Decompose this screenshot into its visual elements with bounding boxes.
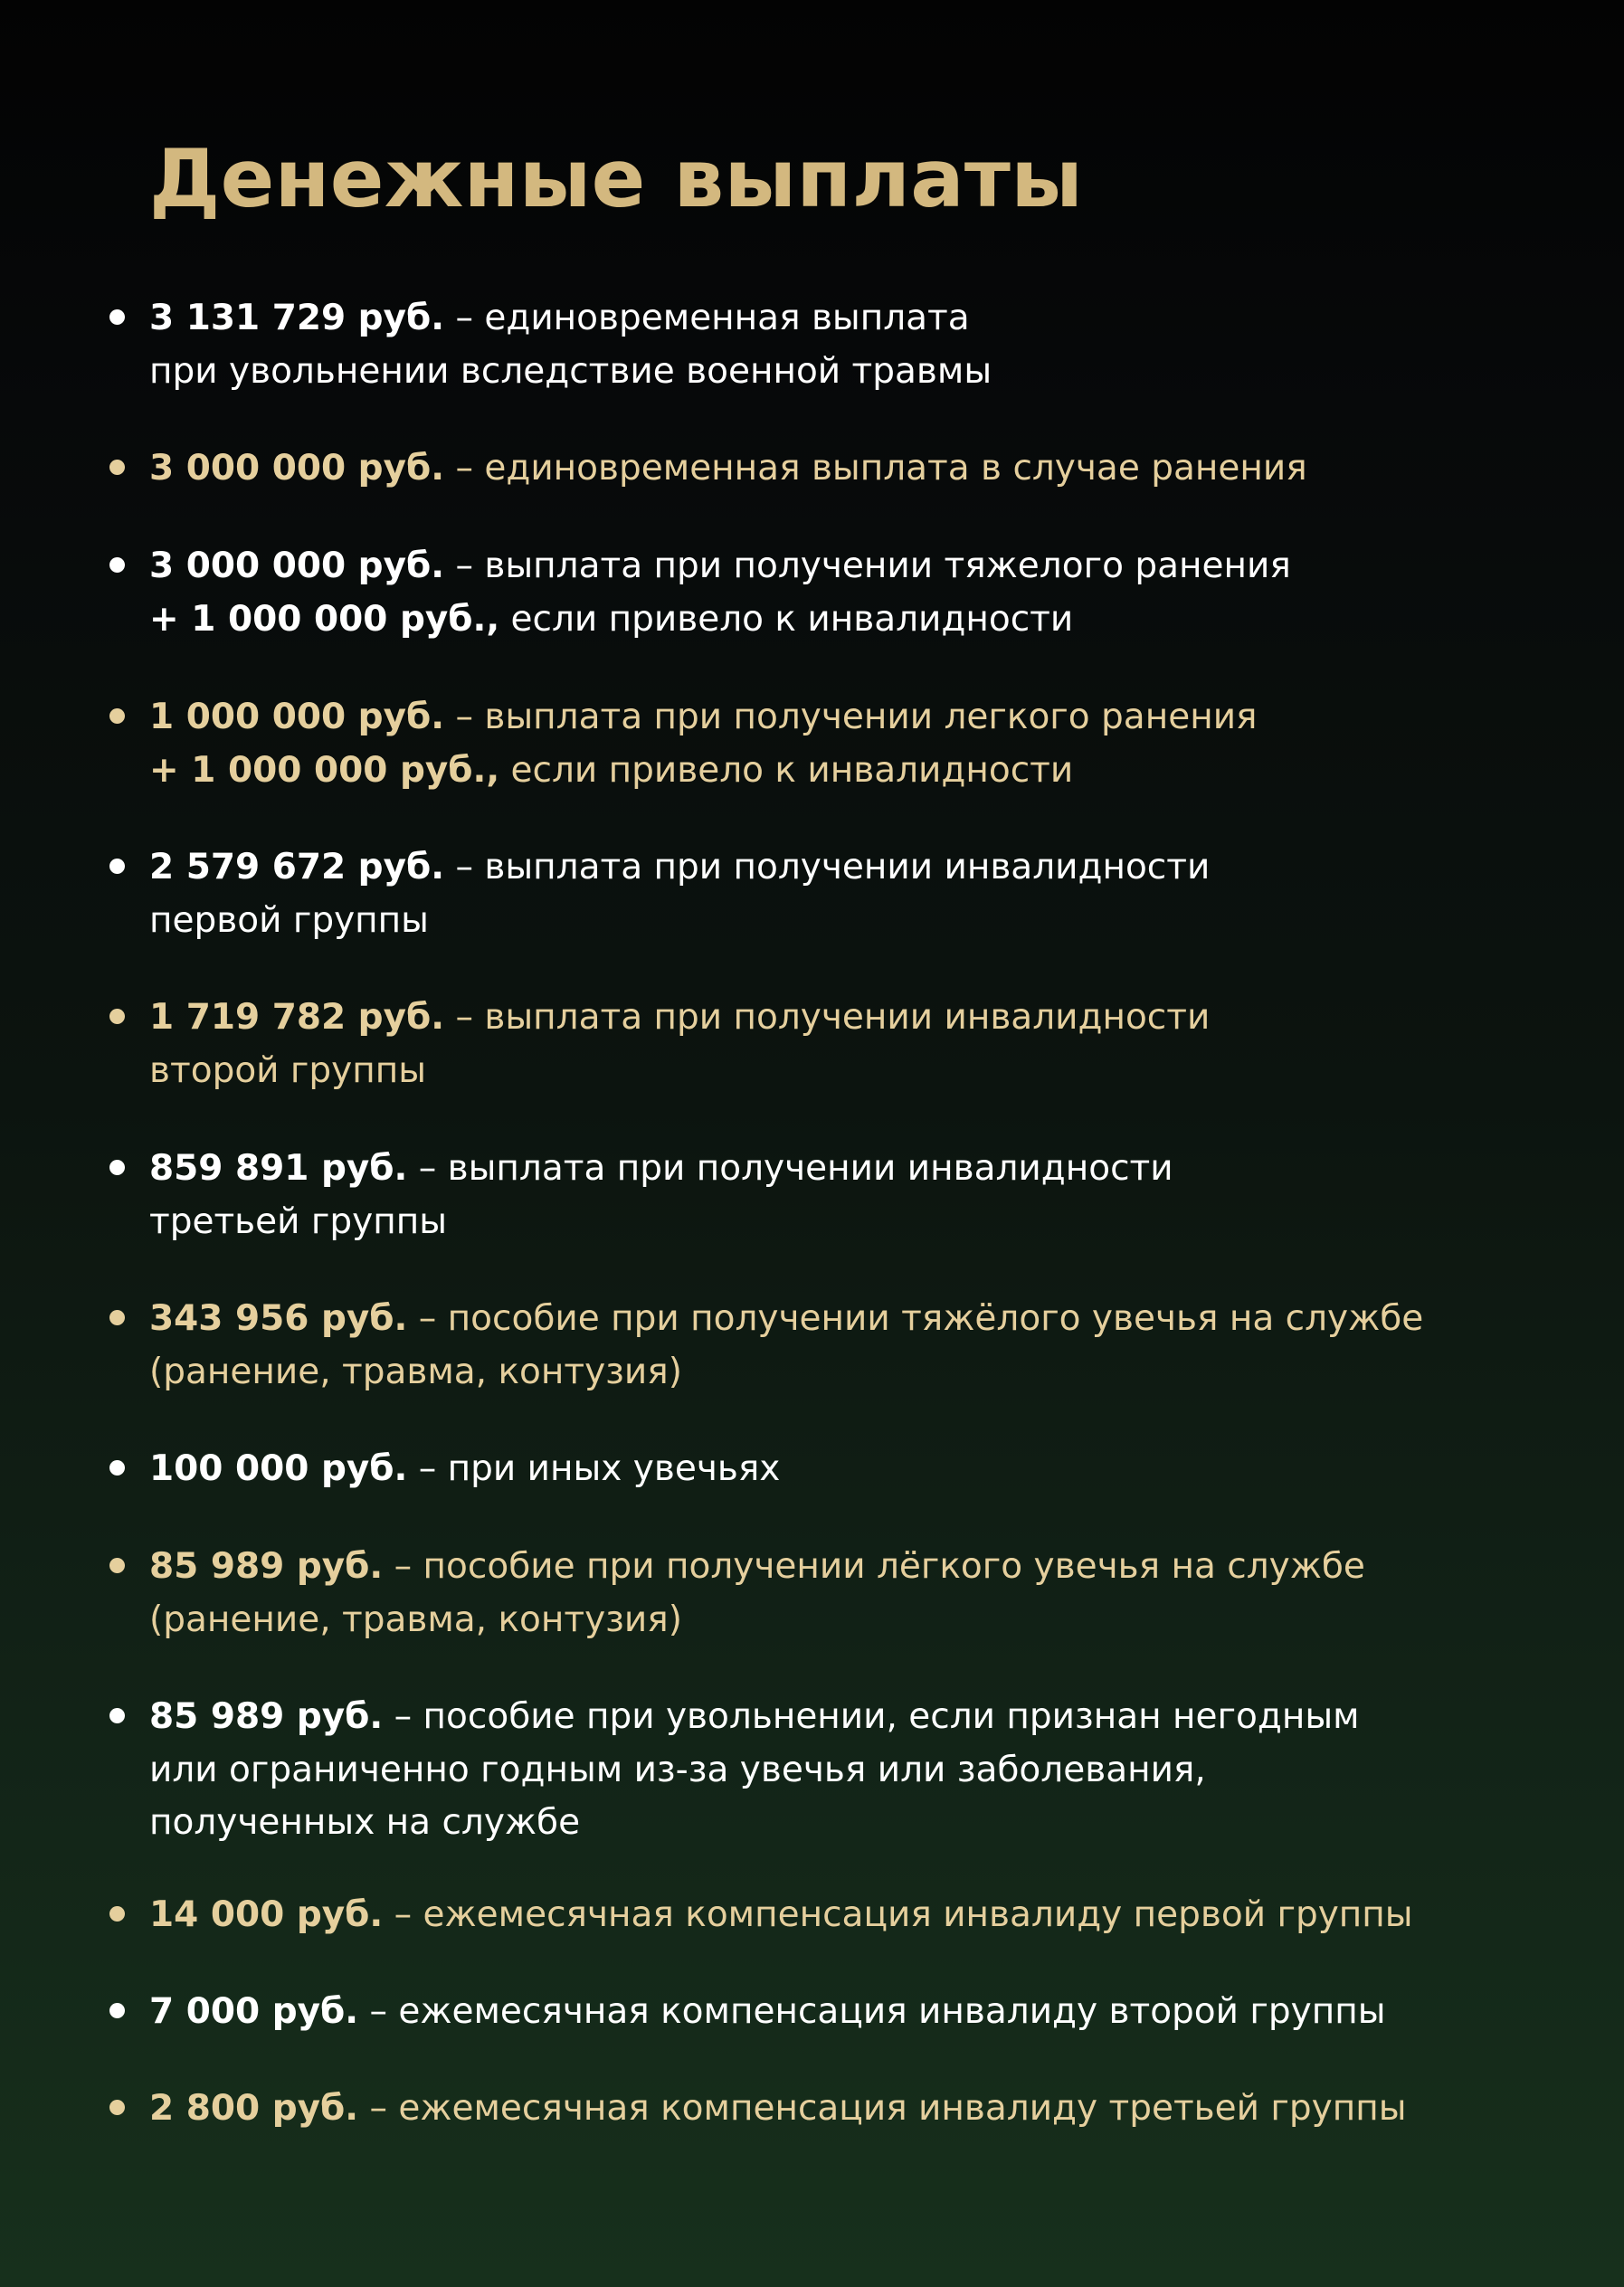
- payment-description: третьей группы: [149, 1200, 448, 1242]
- page-title: Денежные выплаты: [149, 132, 1084, 225]
- payment-line: [149, 1443, 1506, 1496]
- payment-item: [149, 1889, 1506, 1942]
- payment-amount: 3 000 000 руб.: [149, 546, 445, 586]
- payment-amount: 100 000 руб.: [149, 1448, 408, 1489]
- bullet-dot-icon: [109, 708, 125, 724]
- payment-item: [149, 1541, 1506, 1646]
- payment-item: [149, 1293, 1506, 1399]
- payment-amount: 7 000 руб.: [149, 1991, 359, 2032]
- payment-item: [149, 442, 1506, 496]
- payment-line: [149, 745, 1506, 798]
- payment-item: [149, 1143, 1506, 1248]
- payment-item: [149, 1691, 1506, 1850]
- bullet-dot-icon: [109, 460, 125, 475]
- payment-amount: 859 891 руб.: [149, 1148, 408, 1189]
- payment-line: [149, 691, 1506, 745]
- payment-line: [149, 1541, 1506, 1594]
- payment-item: [149, 841, 1506, 947]
- payment-description: – ежемесячная компенсация инвалиду второй группы: [358, 1991, 1386, 2032]
- payment-item: [149, 1443, 1506, 1496]
- payment-line: [149, 992, 1506, 1045]
- payment-line: [149, 1986, 1506, 2039]
- payment-line: [149, 1045, 1506, 1098]
- payment-description: (ранение, травма, контузия): [149, 1599, 682, 1640]
- payment-description: – ежемесячная компенсация инвалиду третьей группы: [358, 2088, 1407, 2129]
- payment-description: – выплата при получении инвалидности: [444, 997, 1211, 1038]
- payment-description: (ранение, травма, контузия): [149, 1351, 682, 1392]
- payment-line: [149, 1889, 1506, 1942]
- payment-description: – единовременная выплата: [444, 298, 970, 338]
- payment-description: если привело к инвалидности: [499, 598, 1074, 640]
- bullet-dot-icon: [109, 1160, 125, 1175]
- payment-description: или ограниченно годным из-за увечья или заболевания,: [149, 1749, 1206, 1790]
- payment-description: если привело к инвалидности: [499, 749, 1074, 791]
- payment-description: – пособие при увольнении, если признан негодным: [383, 1696, 1360, 1737]
- payment-description: – выплата при получении тяжелого ранения: [444, 546, 1291, 586]
- payment-line: [149, 540, 1506, 593]
- payment-item: [149, 292, 1506, 398]
- payment-amount: 3 131 729 руб.: [149, 298, 445, 338]
- payment-line: [149, 1293, 1506, 1346]
- payment-description: – единовременная выплата в случае ранения: [444, 448, 1307, 489]
- payment-item: [149, 1986, 1506, 2039]
- payment-line: [149, 1691, 1506, 1744]
- payment-item: [149, 691, 1506, 797]
- payment-amount: 14 000 руб.: [149, 1894, 384, 1935]
- payment-line: [149, 442, 1506, 496]
- payment-description: – пособие при получении лёгкого увечья на службе: [383, 1546, 1365, 1587]
- payment-line: [149, 841, 1506, 895]
- bullet-dot-icon: [109, 1310, 125, 1325]
- bullet-dot-icon: [109, 2003, 125, 2018]
- payment-line: [149, 593, 1506, 647]
- payment-description: – при иных увечьях: [407, 1448, 781, 1489]
- bullet-dot-icon: [109, 1558, 125, 1573]
- payment-item: [149, 540, 1506, 646]
- bullet-dot-icon: [109, 557, 125, 573]
- payment-description: при увольнении вследствие военной травмы: [149, 350, 992, 392]
- payment-description: первой группы: [149, 899, 429, 941]
- payment-line: [149, 346, 1506, 399]
- payment-item: [149, 2083, 1506, 2136]
- payment-line: [149, 1196, 1506, 1249]
- payment-amount: 2 579 672 руб.: [149, 847, 445, 887]
- payment-amount: 3 000 000 руб.: [149, 448, 445, 489]
- payment-line: [149, 292, 1506, 346]
- payment-description: – выплата при получении инвалидности: [407, 1148, 1173, 1189]
- bullet-dot-icon: [109, 859, 125, 874]
- payment-amount: 1 000 000 руб.: [149, 697, 445, 737]
- payment-amount: 2 800 руб.: [149, 2088, 359, 2129]
- payment-description: – выплата при получении инвалидности: [444, 847, 1211, 887]
- bullet-dot-icon: [109, 1708, 125, 1723]
- bullet-dot-icon: [109, 1906, 125, 1922]
- payment-description: – пособие при получении тяжёлого увечья на службе: [407, 1298, 1424, 1339]
- payment-amount: 85 989 руб.: [149, 1696, 384, 1737]
- payment-amount: 1 719 782 руб.: [149, 997, 445, 1038]
- payment-line: [149, 2083, 1506, 2136]
- payment-line: [149, 1797, 1506, 1850]
- payment-line: [149, 1744, 1506, 1798]
- payment-description: второй группы: [149, 1049, 427, 1091]
- payment-description: – ежемесячная компенсация инвалиду первой группы: [383, 1894, 1413, 1935]
- payment-amount: + 1 000 000 руб.,: [149, 749, 500, 791]
- payment-amount: + 1 000 000 руб.,: [149, 598, 500, 640]
- bullet-dot-icon: [109, 1009, 125, 1024]
- payment-amount: 85 989 руб.: [149, 1546, 384, 1587]
- bullet-dot-icon: [109, 1460, 125, 1476]
- payment-line: [149, 895, 1506, 948]
- payment-line: [149, 1594, 1506, 1647]
- payment-item: [149, 992, 1506, 1097]
- payment-description: – выплата при получении легкого ранения: [444, 697, 1258, 737]
- bullet-dot-icon: [109, 309, 125, 325]
- payment-description: полученных на службе: [149, 1802, 581, 1843]
- payment-line: [149, 1143, 1506, 1196]
- payment-line: [149, 1346, 1506, 1400]
- bullet-dot-icon: [109, 2100, 125, 2115]
- payment-amount: 343 956 руб.: [149, 1298, 408, 1339]
